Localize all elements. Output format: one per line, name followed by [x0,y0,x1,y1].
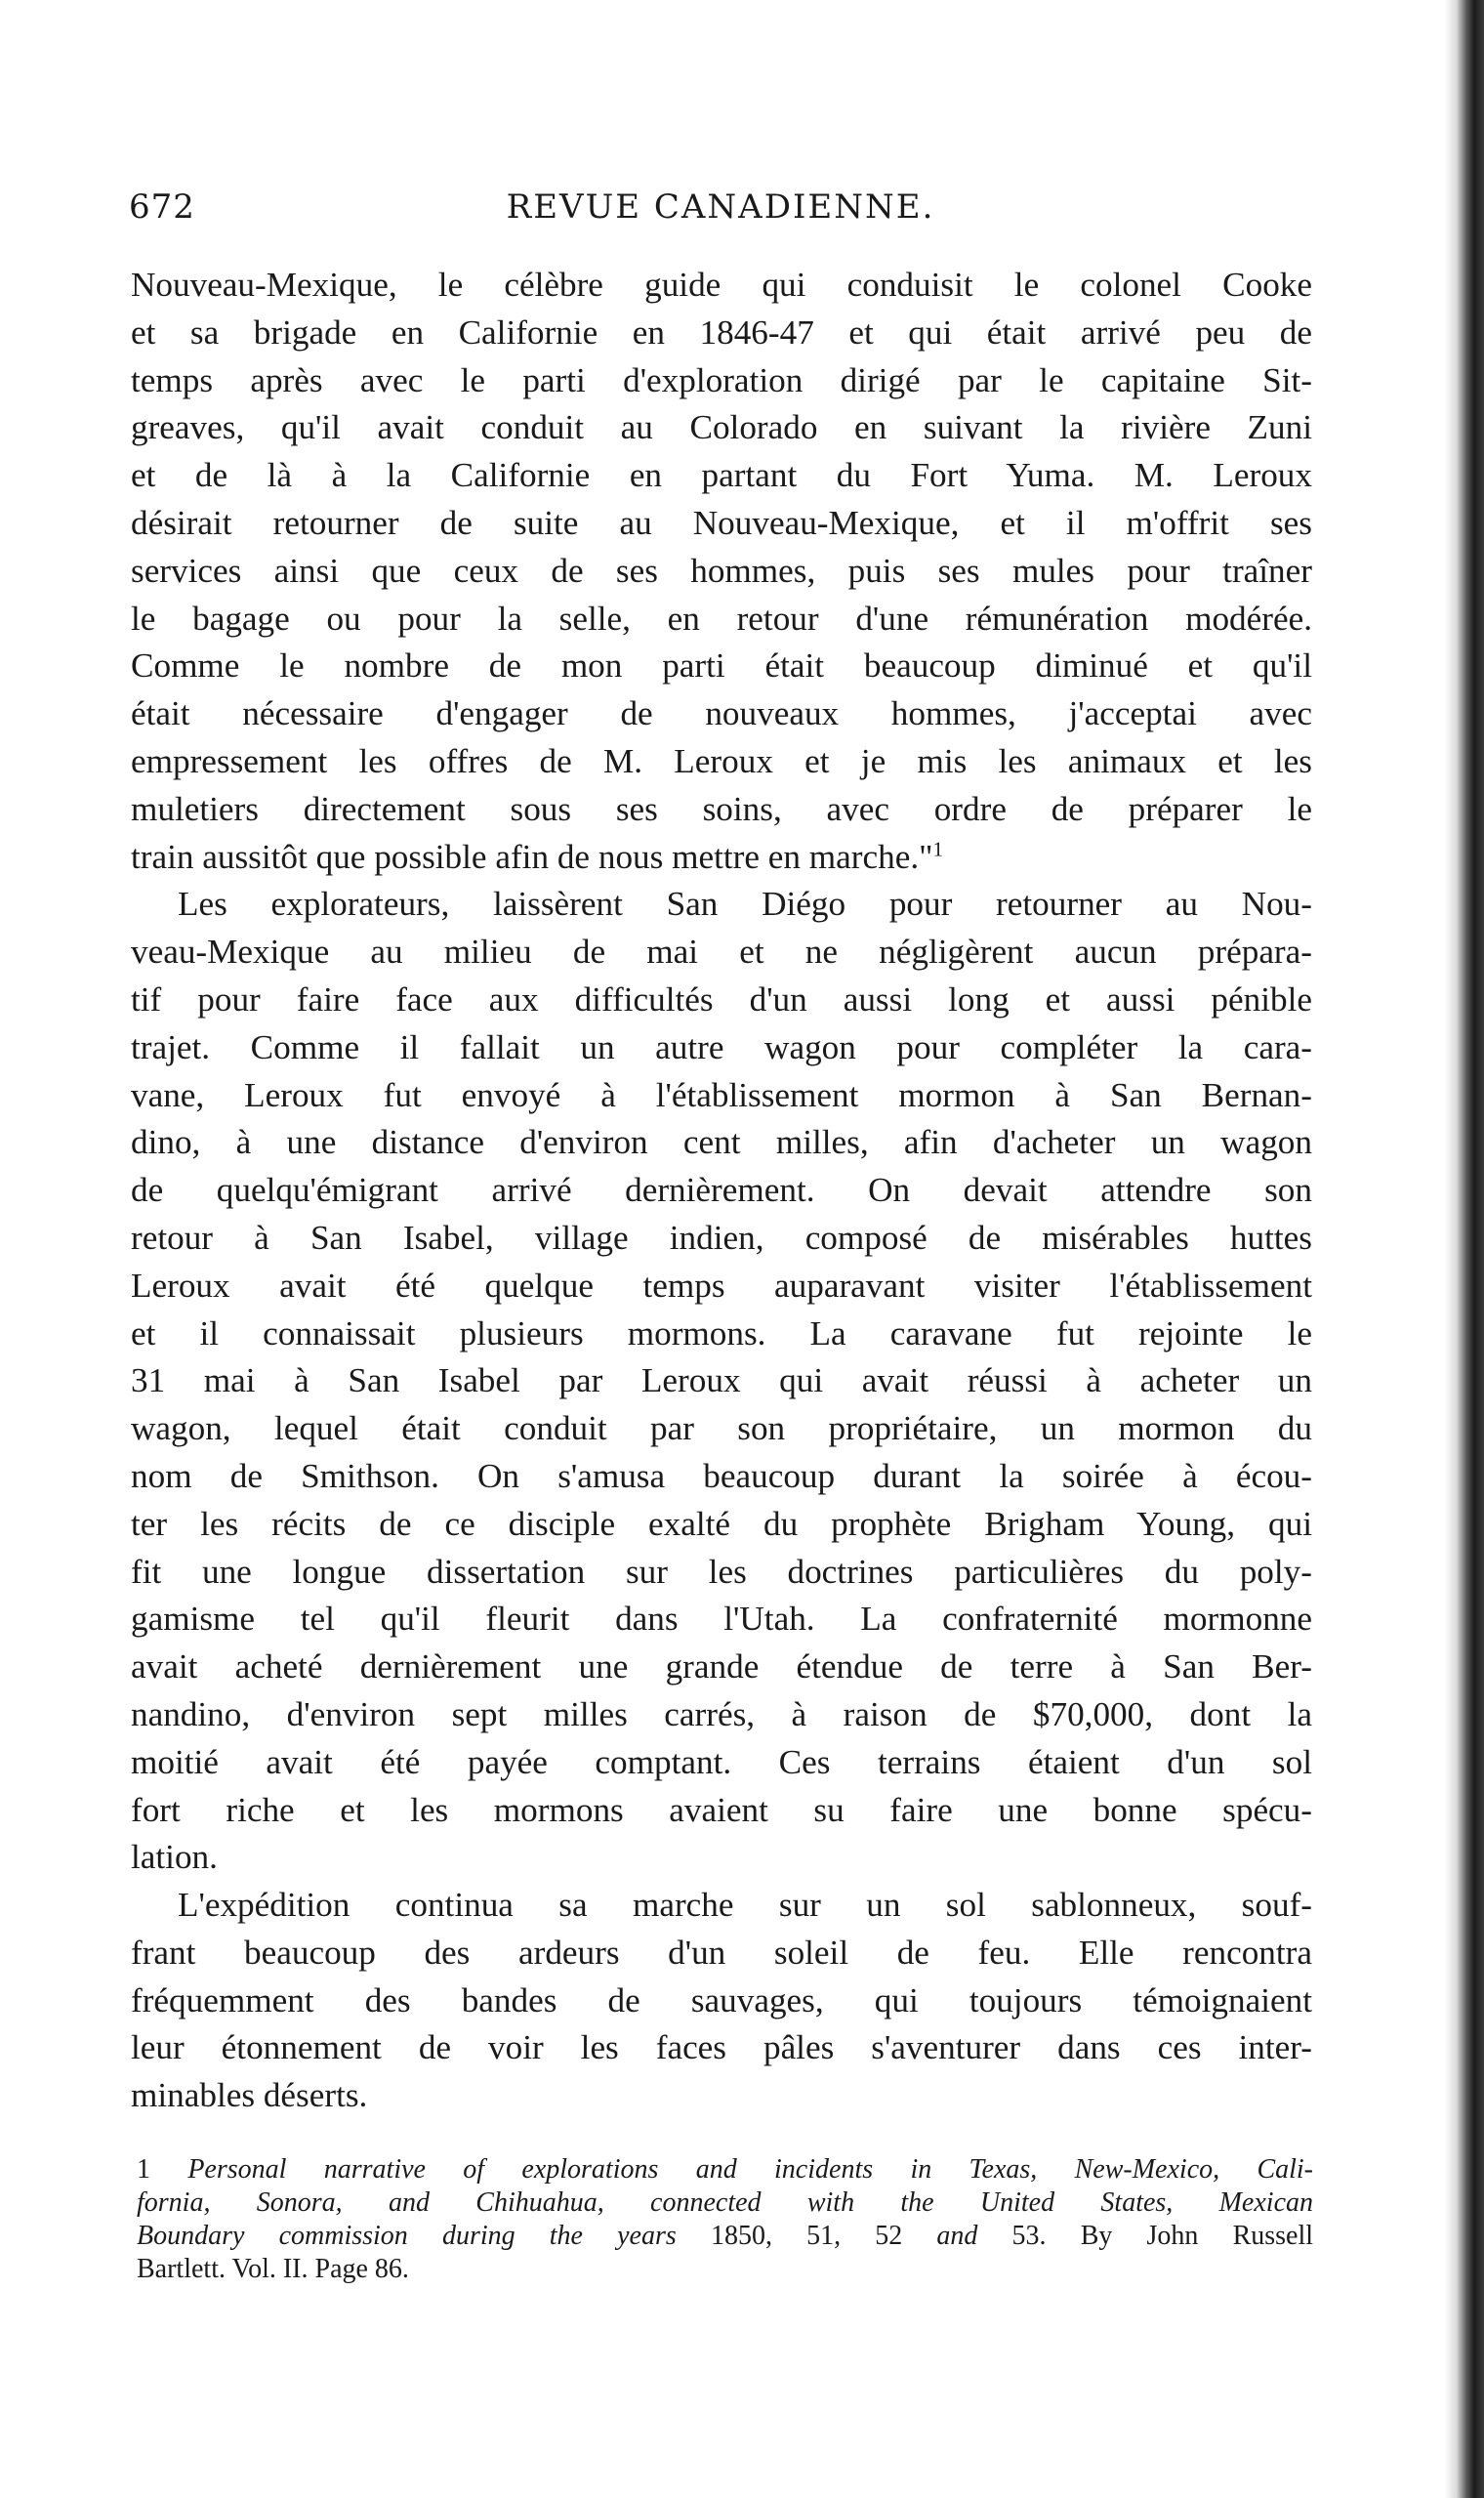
text-line: minables déserts. [131,2076,368,2115]
text-line: moitié avait été payée comptant. Ces terrains étaient d'un sol [131,1742,1312,1781]
text-line: ter les récits de ce disciple exalté du prophète Brigham Young, qui [131,1504,1312,1543]
text-line: dino, à une distance d'environ cent milles, afin d'acheter un wagon [131,1123,1312,1162]
footnote-reference: 1 [932,836,944,860]
text-line: Comme le nombre de mon parti était beaucoup diminué et qu'il [131,646,1312,686]
text-line: avait acheté dernièrement une grande étendue de terre à San Ber- [131,1647,1312,1686]
text-line: tif pour faire face aux difficultés d'un aussi long et aussi pénible [131,979,1312,1019]
text-line: greaves, qu'il avait conduit au Colorado en suivant la rivière Zuni [131,408,1312,447]
text-line: désirait retourner de suite au Nouveau-Mexique, et il m'offrit ses [131,503,1312,542]
text-line: le bagage ou pour la selle, en retour d'une rémunération modérée. [131,599,1312,638]
text-line: L'expédition continua sa marche sur un sol sablonneux, souf- [178,1886,1312,1925]
text-line: trajet. Comme il fallait un autre wagon pour compléter la cara- [131,1027,1312,1066]
footnote-text: Personal narrative of explorations and incidents in Texas, New-Mexico, Cali- [187,2154,1314,2185]
footnote-text: Boundary commission during the years [137,2221,677,2251]
page-number: 672 [129,187,195,227]
text-line: vane, Leroux fut envoyé à l'établissement mormon à San Bernan- [131,1075,1312,1114]
text-line: muletiers directement sous ses soins, avec ordre de préparer le [131,789,1312,828]
text-line: veau-Mexique au milieu de mai et ne négligèrent aucun prépara- [131,933,1312,972]
text-line: nandino, d'environ sept milles carrés, à raison de $70,000, dont la [131,1694,1312,1733]
text-line: était nécessaire d'engager de nouveaux hommes, j'acceptai avec [131,694,1312,733]
text-line: et il connaissait plusieurs mormons. La caravane fut rejointe le [131,1313,1312,1353]
book-binding-edge [1445,0,1484,2498]
text-line: et sa brigade en Californie en 1846-47 et qui était arrivé peu de [131,312,1312,352]
running-title: REVUE CANADIENNE. [506,187,935,227]
text-line: empressement les offres de M. Leroux et je mis les animaux et les [131,741,1312,780]
text-line: fit une longue dissertation sur les doctrines particulières du poly- [131,1552,1312,1591]
page-header [129,187,1312,242]
text-line: Leroux avait été quelque temps auparavant visiter l'établissement [131,1266,1312,1305]
text-line: frant beaucoup des ardeurs d'un soleil de feu. Elle rencontra [131,1933,1312,1972]
footnote-text: 1850, 51, 52 [710,2221,903,2251]
text-line: wagon, lequel était conduit par son propriétaire, un mormon du [131,1409,1312,1448]
text-line: et de là à la Californie en partant du Fort Yuma. M. Leroux [131,456,1312,495]
text-line: gamisme tel qu'il fleurit dans l'Utah. La confraternité mormonne [131,1600,1312,1639]
text-line: leur étonnement de voir les faces pâles s'aventurer dans ces inter- [131,2028,1312,2067]
text-line: Les explorateurs, laissèrent San Diégo pour retourner au Nou- [178,885,1312,924]
text-line: fréquemment des bandes de sauvages, qui toujours témoignaient [131,1980,1312,2019]
text-line: retour à San Isabel, village indien, composé de misérables huttes [131,1218,1312,1257]
footnote-line [137,2220,1313,2253]
text-line: de quelqu'émigrant arrivé dernièrement. On devait attendre son [131,1171,1312,1210]
text-line: lation. [131,1838,218,1877]
text-line: temps après avec le parti d'exploration dirigé par le capitaine Sit- [131,360,1312,399]
footnote-line: Bartlett. Vol. II. Page 86. [137,2254,409,2284]
footnote-text: and [936,2221,978,2251]
text-line: Nouveau-Mexique, le célèbre guide qui conduisit le colonel Cooke [131,266,1312,304]
footnote-number: 1 [137,2154,150,2185]
text-line-with-footnote-ref [131,834,1312,882]
footnote-text: 53. By John Russell [1011,2221,1314,2251]
footnote [137,2153,1313,2286]
text-line: nom de Smithson. On s'amusa beaucoup durant la soirée à écou- [131,1456,1312,1495]
body-text [131,262,1312,2120]
text-line: services ainsi que ceux de ses hommes, puis ses mules pour traîner [131,551,1312,590]
footnote-line [137,2153,1313,2186]
text-line: train aussitôt que possible afin de nous mettre en marche." [131,837,933,876]
footnote-line: fornia, Sonora, and Chihuahua, connected with the United States, Mexican [137,2187,1313,2218]
text-line: fort riche et les mormons avaient su faire une bonne spécu- [131,1790,1312,1829]
text-line: 31 mai à San Isabel par Leroux qui avait réussi à acheter un [131,1361,1312,1400]
